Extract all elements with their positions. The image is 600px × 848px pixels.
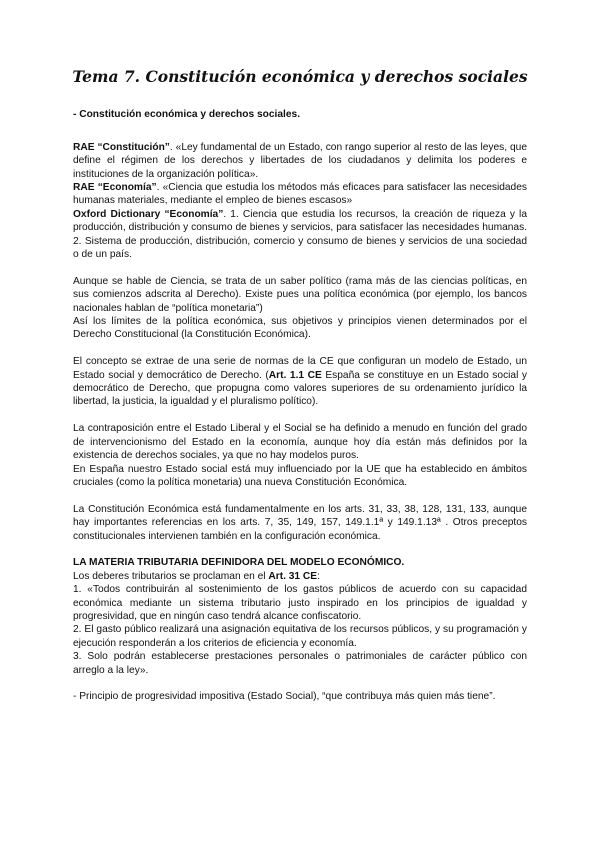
section-heading-tributaria: LA MATERIA TRIBUTARIA DEFINIDORA DEL MODELO ECONÓMICO. xyxy=(73,557,405,569)
paragraph-articulos: La Constitución Económica está fundamentalmente en los arts. 31, 33, 38, 128, 131, 133, aunque hay importantes referencias en los arts. 7, 35, 149, 157, 149.1.1ª y 149.1.13ª . Otros preceptos constitucionales intervienen también en la configuración económica. xyxy=(73,503,527,542)
page-title: Tema 7. Constitución económica y derechos sociales xyxy=(72,67,528,86)
section-subtitle: - Constitución económica y derechos sociales. xyxy=(73,109,301,120)
definition-label: RAE “Constitución” xyxy=(73,141,170,153)
definition-label: RAE “Economía” xyxy=(73,182,157,194)
paragraph-deberes: Los deberes tributarios se proclaman en el Art. 31 CE: xyxy=(73,570,320,582)
paragraph-progresividad: - Principio de progresividad impositiva (Estado Social), “que contribuya más quien más tiene”. xyxy=(73,691,496,703)
article-reference: Art. 1.1 CE xyxy=(268,369,322,381)
art31-point-2: 2. El gasto público realizará una asignación equitativa de los recursos públicos, y su programación y ejecución responderán a los criterios de eficiencia y economía. xyxy=(73,624,527,649)
paragraph-ciencia: Aunque se hable de Ciencia, se trata de un saber político (rama más de las ciencias políticas, en sus comienzos adscrita al Derecho). Existe pues una política económica (por ejemplo, los bancos nacionales hablan de “política monetaria”) xyxy=(73,275,527,314)
definition-oxford-economia: Oxford Dictionary “Economía”. 1. Ciencia que estudia los recursos, la creación de riqueza y la producción, distribución y consumo de bienes y servicios, para satisfacer las necesidades humanas. 2. Sistema de producción, distribución, comercio y consumo de bienes y servicios de una sociedad o de un país. xyxy=(73,208,527,261)
paragraph-contraposicion: La contraposición entre el Estado Liberal y el Social se ha definido a menudo en función del grado de intervencionismo del Estado en la economía, aunque hoy día están más definidos por la existencia de derechos sociales, ya que no hay modelos puros. xyxy=(73,423,527,462)
definition-rae-economia: RAE “Economía”. «Ciencia que estudia los métodos más eficaces para satisfacer las necesidades humanas materiales, mediante el empleo de bienes escasos» xyxy=(73,182,527,207)
paragraph-limites: Así los límites de la política económica, sus objetivos y principios vienen determinados por el Derecho Constitucional (la Constitución Económica). xyxy=(73,316,527,341)
paragraph-espana-ue: En España nuestro Estado social está muy influenciado por la UE que ha establecido en ámbitos cruciales (como la política monetaria) una nueva Constitución Económica. xyxy=(73,463,527,488)
art31-point-3: 3. Solo podrán establecerse prestaciones personales o patrimoniales de carácter público con arreglo a la ley». xyxy=(73,651,527,676)
article-reference: Art. 31 CE xyxy=(268,570,318,582)
art31-point-1: 1. «Todos contribuirán al sostenimiento de los gastos públicos de acuerdo con su capacidad económica mediante un sistema tributario justo inspirado en los principios de igualdad y progresividad, que en ningún caso tendrá alcance confiscatorio. xyxy=(73,584,527,622)
definition-label: Oxford Dictionary “Economía” xyxy=(73,208,224,220)
paragraph-concepto: El concepto se extrae de una serie de normas de la CE que configuran un modelo de Estado, un Estado social y democrático de Derecho. (Art. 1.1 CE España se constituye en un Estado social y democrático de Derecho, que propugna como valores superiores de su ordenamiento jurídico la libertad, la justicia, la igualdad y el pluralismo político). xyxy=(73,356,528,408)
document-body xyxy=(73,108,527,704)
definition-rae-constitucion: RAE “Constitución”. «Ley fundamental de un Estado, con rango superior al resto de las leyes, que define el régimen de los derechos y libertades de los ciudadanos y delimita los poderes e instituciones de la organización política». xyxy=(73,141,527,180)
